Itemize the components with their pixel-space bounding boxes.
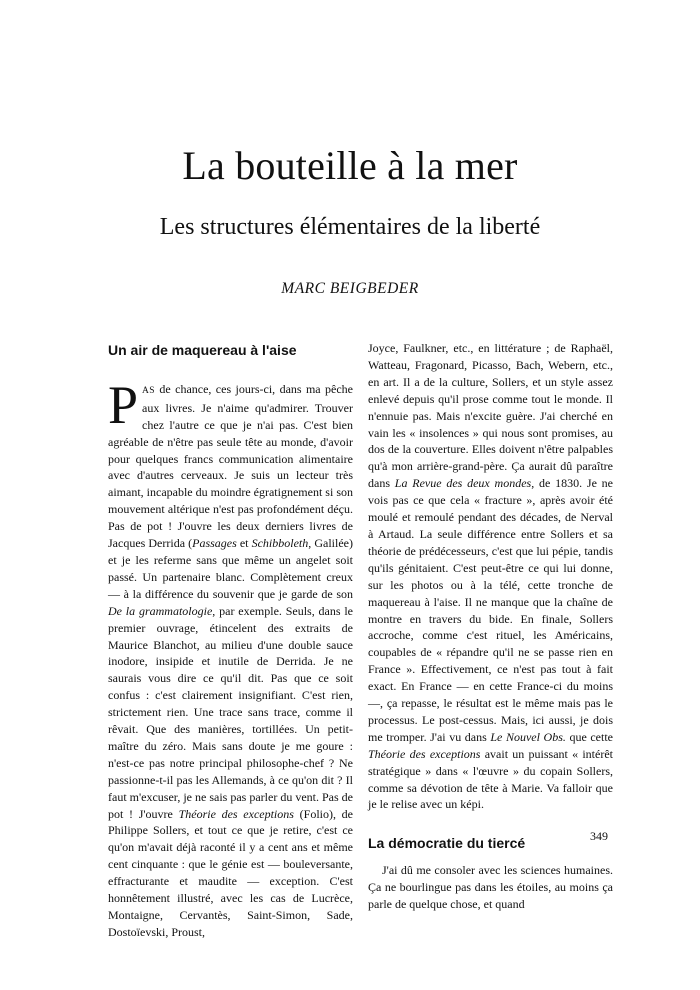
book-title: Théorie des exceptions [178, 806, 294, 821]
book-title: De la grammatologie [108, 603, 213, 618]
text-run: Joyce, Faulkner, etc., en littérature ; de Raphaël, Watteau, Fragonard, Picasso, Bach, Webern, etc., en art. Il a de la culture, Sollers, et un style assez enlevé depuis qu'il prose comme tout le monde. Il n'ennuie pas. Mais n'excite guère. J'ai cherché en vain les « insolences » qui nous sont promises, au dos de la couverture. Elles doivent n'être palpables qu'à mon arrière-grand-père. Ça aurait dû paraître dans [368, 341, 613, 491]
text-run: que cette [565, 729, 613, 744]
book-title: Théorie des exceptions [368, 746, 481, 761]
section-heading-2: La démocratie du tiercé [368, 835, 526, 852]
text-run: , Galilée) et je les referme sans que même un angelet soit passé. Un partenaire blanc. Complètement creux — à la différence du souvenir que je garde de son [108, 536, 353, 601]
periodical-title: Le Nouvel Obs. [490, 729, 566, 744]
article-author: MARC BEIGBEDER [281, 280, 419, 297]
body-paragraph-3: J'ai dû me consoler avec les sciences humaines. Ça ne bourlingue pas dans les étoiles, au moins ça parle de quelque chose, et quand [368, 863, 613, 912]
text-run: , par exemple. Seuls, dans le premier ouvrage, étincelent des extraits de Maurice Blanchot, au milieu d'une double sauce inodore, insipide et inutile de Derrida. Je ne saurais vous dire ce qu'il dit. Pas que ce soit confus : c'est clairement insignifiant. C'est rien, strictement rien. Une trace sans trace, comme il rêvait. Que des manières, tortillées. Un petit-maître du zéro. Mais sans doute je me goure : n'est-ce pas notre principal philosophe-chef ? Ne passionne-t-il pas les Allemands, à ce qu'on dit ? Il faut m'excuser, je ne sais pas parler du vent. Pas de pot ! J'ouvre [108, 603, 353, 821]
text-run: de chance, ces jours-ci, dans ma pêche aux livres. Je n'aime qu'admirer. Trouver chez l'autre ce que je n'ai pas. C'est bien agréable de n'être pas seule tête au monde, d'avoir pour quelques francs communication alimentaire avec d'autres cerveaux. Je suis un lecteur très aimant, incapable du moindre égratignement si son mouvement altérique n'est pas profondément déçu. Pas de pot ! J'ouvre les deux derniers livres de Jacques Derrida ( [108, 381, 353, 551]
body-paragraph-2 [368, 340, 613, 813]
periodical-title: La Revue des deux mondes [394, 476, 532, 491]
book-title: Schibboleth [251, 536, 309, 551]
article-subtitle: Les structures élémentaires de la liberté [159, 214, 541, 240]
page-number: 349 [590, 829, 608, 843]
section-heading-1: Un air de maquereau à l'aise [108, 342, 297, 358]
drop-cap: P [108, 374, 139, 435]
right-column [368, 340, 613, 913]
body-paragraph-1 [108, 374, 354, 941]
left-column [108, 340, 353, 941]
small-caps-lead: AS [142, 385, 155, 396]
article-title: La bouteille à la mer [182, 143, 518, 188]
text-run: , de 1830. Je ne vois pas ce que cela « fracture », après avoir été moulé et remoulé pendant des décades, de Nerval à Artaud. La seule différence entre Sollers et sa théorie de prédécesseurs, c'est que lui pépie, tandis qu'ils génitaient. C'est peut-être ce qui lui donne, sur les photos ou à la télé, cette tronche de maquereau à l'aise. Il ne manque que la chaîne de montre en travers du bide. En finale, Sollers accroche, comme c'est rituel, les Américains, coupables de « répandre qu'il ne se passe rien en France ». Effectivement, ce n'est pas tout à fait exact. En France — en cette France-ci du moins —, ça repasse, le résultat est le même mais pas le processus. Le post-cessus. Mais, ici aussi, je dois me tromper. J'ai vu dans [368, 476, 613, 744]
text-run: avait un puissant « intérêt stratégique » dans « l'œuvre » du copain Sollers, comme sa dévotion de tête à Marie. Va falloir que je le relise avec un képi. [368, 746, 614, 812]
book-title: Passages [192, 536, 237, 551]
text-run: et [236, 536, 252, 551]
text-run: (Folio), de Philippe Sollers, et tout ce que je retire, c'est ce qu'on m'avait déjà raconté il y a cent ans et même cent cinquante : que le génie est — bouleversante, effracturante et maudite — exception. C'est honnêtement illustré, avec les cas de Lucrèce, Montaigne, Cervantès, Saint-Simon, Sade, Dostoïevski, Proust, [108, 806, 354, 939]
